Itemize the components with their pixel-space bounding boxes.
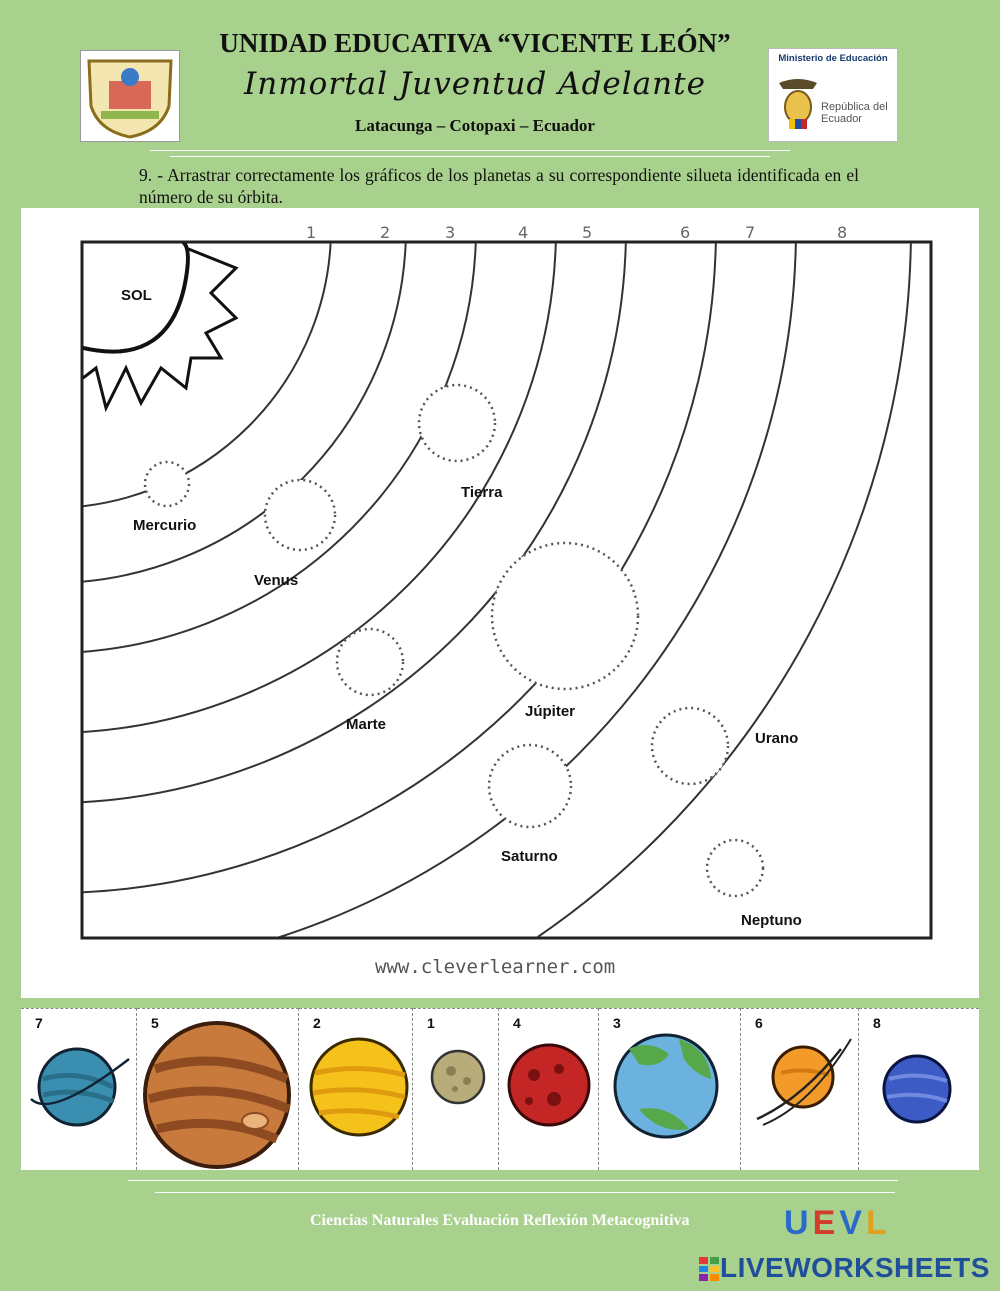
uevl-letter: E — [812, 1204, 840, 1242]
uevl-letter: U — [784, 1204, 813, 1242]
liveworksheets-brand: LIVEWORKSHEETS — [720, 1252, 990, 1283]
card-number: 3 — [613, 1015, 621, 1031]
orbit-number-1: 1 — [306, 223, 317, 242]
footer-subject-text: Ciencias Naturales Evaluación Reflexión Metacognitiva — [310, 1212, 690, 1229]
saturno-silhouette — [489, 745, 571, 827]
jupiter-icon — [137, 1009, 299, 1171]
sun-rays — [83, 248, 236, 408]
planet-label-jupiter: Júpiter — [525, 703, 576, 720]
earth-icon — [599, 1009, 741, 1171]
saturn-icon — [741, 1009, 859, 1171]
uranus-icon — [21, 1009, 137, 1171]
uevl-letter: L — [865, 1204, 891, 1242]
planet-card-mercurio[interactable] — [413, 1008, 499, 1170]
instruction-text: 9. - Arrastrar correctamente los gráficos de los planetas a su correspondiente silueta identificada en el número de su órbita. — [139, 165, 859, 207]
orbit-number-6: 6 — [680, 223, 691, 242]
neptuno-silhouette — [707, 840, 763, 896]
header-divider-2 — [170, 156, 770, 157]
jupiter-silhouette — [492, 543, 638, 689]
school-location: Latacunga – Cotopaxi – Ecuador — [355, 116, 595, 135]
orbit-number-4: 4 — [518, 223, 529, 242]
liveworksheets-logo-icon — [699, 1257, 719, 1281]
orbit-number-7: 7 — [745, 223, 756, 242]
planet-label-mercurio: Mercurio — [133, 517, 197, 534]
footer-divider-2 — [155, 1192, 895, 1193]
school-title: UNIDAD EDUCATIVA “VICENTE LEÓN” — [219, 28, 731, 58]
orbit-4 — [21, 208, 556, 733]
orbit-7 — [21, 208, 799, 973]
planet-label-saturno: Saturno — [501, 848, 558, 865]
orbit-6 — [21, 208, 716, 893]
card-number: 8 — [873, 1015, 881, 1031]
republic-label: República del Ecuador — [821, 101, 888, 125]
card-number: 6 — [755, 1015, 763, 1031]
ministry-label: Ministerio de Educación — [778, 53, 888, 64]
planet-card-saturno[interactable] — [741, 1008, 859, 1170]
solar-system-diagram — [21, 208, 979, 998]
planet-card-marte[interactable] — [499, 1008, 599, 1170]
venus-icon — [299, 1009, 413, 1171]
planet-cards-strip — [21, 1008, 979, 1170]
planet-label-tierra: Tierra — [461, 484, 503, 501]
source-credit: www.cleverlearner.com — [375, 956, 616, 978]
sun-label: SOL — [121, 287, 152, 304]
orbit-number-2: 2 — [380, 223, 391, 242]
planet-label-urano: Urano — [755, 730, 799, 747]
planet-card-neptuno[interactable] — [859, 1008, 979, 1170]
tierra-silhouette — [419, 385, 495, 461]
marte-silhouette — [337, 629, 403, 695]
planet-card-venus[interactable] — [299, 1008, 413, 1170]
orbit-2 — [21, 208, 406, 583]
ministry-logo — [768, 48, 898, 142]
header-divider — [150, 150, 790, 151]
orbit-number-8: 8 — [837, 223, 848, 242]
urano-silhouette — [652, 708, 728, 784]
school-motto: Inmortal Juventud Adelante — [244, 66, 706, 102]
venus-silhouette — [265, 480, 335, 550]
solar-system-worksheet — [21, 208, 979, 998]
planet-label-marte: Marte — [346, 716, 387, 733]
orbit-8 — [21, 208, 911, 998]
card-number: 4 — [513, 1015, 521, 1031]
planet-card-urano[interactable] — [21, 1008, 137, 1170]
card-number: 7 — [35, 1015, 43, 1031]
mars-icon — [499, 1009, 599, 1171]
neptune-icon — [859, 1009, 979, 1171]
planet-label-neptuno: Neptuno — [741, 912, 802, 929]
card-number: 2 — [313, 1015, 321, 1031]
planet-card-tierra[interactable] — [599, 1008, 741, 1170]
uevl-letter: V — [839, 1204, 866, 1242]
uevl-logo — [784, 1204, 891, 1243]
card-number: 5 — [151, 1015, 159, 1031]
footer-divider — [128, 1180, 898, 1181]
planet-card-jupiter[interactable] — [137, 1008, 299, 1170]
orbit-number-3: 3 — [445, 223, 456, 242]
ecuador-coat-of-arms-icon — [775, 75, 821, 135]
orbit-number-5: 5 — [582, 223, 593, 242]
card-number: 1 — [427, 1015, 435, 1031]
mercurio-silhouette — [145, 462, 189, 506]
mercury-icon — [413, 1009, 499, 1171]
planet-label-venus: Venus — [254, 572, 299, 589]
orbit-1 — [21, 208, 331, 508]
